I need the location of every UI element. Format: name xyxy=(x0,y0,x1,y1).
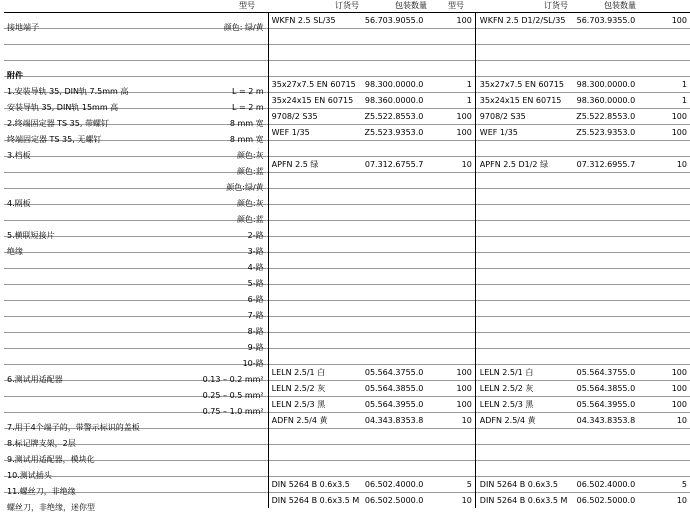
order-cell xyxy=(345,141,427,157)
model-cell-2 xyxy=(475,205,557,221)
model-cell-2 xyxy=(475,333,557,349)
model-cell-2 xyxy=(475,141,557,157)
order-cell-2: Z5.522.8553.0 xyxy=(558,109,639,125)
row-label-cell xyxy=(4,381,268,400)
model-cell-2: LELN 2.5/1 白 xyxy=(475,365,557,381)
table-row xyxy=(4,317,690,333)
order-cell-2: 06.502.5000.0 xyxy=(558,493,639,509)
accessories-table xyxy=(4,12,690,512)
order-cell xyxy=(345,29,427,45)
model-cell-2 xyxy=(475,173,557,189)
model-cell xyxy=(268,45,345,61)
row-label-cell xyxy=(4,349,268,368)
model-cell-2: DIN 5264 B 0.6x3.5 M xyxy=(475,493,557,509)
pack-cell-2 xyxy=(638,237,690,253)
row-label-cell xyxy=(4,221,268,240)
model-cell xyxy=(268,237,345,253)
row-spec: 10-路 xyxy=(242,358,264,368)
pack-cell: 100 xyxy=(426,13,475,29)
row-label-cell xyxy=(4,301,268,320)
order-cell-2 xyxy=(558,173,639,189)
order-cell xyxy=(345,333,427,349)
pack-cell-2: 1 xyxy=(638,77,690,93)
order-cell xyxy=(345,461,427,477)
pack-cell-2: 100 xyxy=(638,397,690,413)
model-cell: DIN 5264 B 0.6x3.5 xyxy=(268,477,345,493)
pack-cell-2 xyxy=(638,173,690,189)
pack-cell xyxy=(426,317,475,333)
table-row xyxy=(4,77,690,93)
order-cell-2: 05.564.3755.0 xyxy=(558,365,639,381)
model-cell xyxy=(268,221,345,237)
table-row xyxy=(4,349,690,365)
model-cell xyxy=(268,317,345,333)
order-cell-2: 98.300.0000.0 xyxy=(558,77,639,93)
row-spec: 颜色:灰 xyxy=(236,150,264,160)
row-spec: 颜色:绿/黄 xyxy=(226,182,264,192)
order-cell xyxy=(345,269,427,285)
model-cell xyxy=(268,173,345,189)
pack-cell xyxy=(426,173,475,189)
pack-cell: 100 xyxy=(426,381,475,397)
model-cell-2 xyxy=(475,253,557,269)
pack-cell: 100 xyxy=(426,125,475,141)
pack-cell xyxy=(426,301,475,317)
pack-cell xyxy=(426,333,475,349)
order-cell xyxy=(345,221,427,237)
table-row xyxy=(4,109,690,125)
pack-cell-2: 10 xyxy=(638,493,690,509)
order-cell: 06.502.5000.0 xyxy=(345,493,427,509)
model-cell: 35x27x7.5 EN 60715 xyxy=(268,77,345,93)
model-cell-2 xyxy=(475,317,557,333)
model-cell xyxy=(268,205,345,221)
pack-cell-2 xyxy=(638,45,690,61)
row-label-cell xyxy=(4,189,268,208)
model-cell-2: APFN 2.5 D1/2 绿 xyxy=(475,157,557,173)
model-cell-2 xyxy=(475,349,557,365)
order-cell: 05.564.3755.0 xyxy=(345,365,427,381)
order-cell-2: 06.502.4000.0 xyxy=(558,477,639,493)
model-cell-2 xyxy=(475,189,557,205)
row-label: 终端固定器 TS 35, 无螺钉 xyxy=(7,134,102,144)
order-cell: 98.360.0000.0 xyxy=(345,93,427,109)
pack-cell xyxy=(426,61,475,77)
pack-cell: 100 xyxy=(426,365,475,381)
pack-cell-2 xyxy=(638,461,690,477)
model-cell-2 xyxy=(475,45,557,61)
pack-cell-2: 100 xyxy=(638,381,690,397)
header-model: 型号 xyxy=(239,1,255,10)
table-row xyxy=(4,61,690,77)
order-cell-2 xyxy=(558,253,639,269)
pack-cell: 100 xyxy=(426,397,475,413)
pack-cell xyxy=(426,285,475,301)
row-label: 3.档板 xyxy=(7,150,31,160)
order-cell-2 xyxy=(558,429,639,445)
order-cell-2 xyxy=(558,333,639,349)
pack-cell-2 xyxy=(638,29,690,45)
order-cell-2 xyxy=(558,237,639,253)
row-label: 2.终端固定器 TS 35, 带螺钉 xyxy=(7,118,109,128)
pack-cell: 10 xyxy=(426,157,475,173)
table-row xyxy=(4,285,690,301)
table-row xyxy=(4,381,690,397)
row-spec: 9-路 xyxy=(247,342,264,352)
row-label: 4.隔板 xyxy=(7,198,31,208)
order-cell-2 xyxy=(558,445,639,461)
order-cell xyxy=(345,173,427,189)
row-spec: 8 mm 宽 xyxy=(229,118,264,128)
header-order-2: 订货号 xyxy=(544,1,568,10)
table-row xyxy=(4,29,690,45)
table-row xyxy=(4,397,690,413)
row-spec: 8 mm 宽 xyxy=(229,134,264,144)
model-cell: 35x24x15 EN 60715 xyxy=(268,93,345,109)
order-cell xyxy=(345,253,427,269)
order-cell-2 xyxy=(558,269,639,285)
table-row xyxy=(4,205,690,221)
row-label-cell xyxy=(4,77,268,96)
row-label: 7.用于4个端子的，带警示标识的盖板 xyxy=(7,422,140,432)
row-label-cell xyxy=(4,413,268,432)
pack-cell-2 xyxy=(638,333,690,349)
model-cell xyxy=(268,301,345,317)
model-cell-2: ADFN 2.5/4 黄 xyxy=(475,413,557,429)
order-cell: 07.312.6755.7 xyxy=(345,157,427,173)
model-cell xyxy=(268,61,345,77)
row-label-cell xyxy=(4,461,268,480)
pack-cell-2 xyxy=(638,429,690,445)
model-cell xyxy=(268,333,345,349)
row-label: 6.测试用适配器 xyxy=(7,374,63,384)
pack-cell-2 xyxy=(638,189,690,205)
model-cell-2: DIN 5264 B 0.6x3.5 xyxy=(475,477,557,493)
row-label-cell xyxy=(4,477,268,496)
row-spec: 3-路 xyxy=(247,246,264,256)
pack-cell-2: 5 xyxy=(638,477,690,493)
pack-cell xyxy=(426,445,475,461)
pack-cell xyxy=(426,221,475,237)
order-cell-2 xyxy=(558,45,639,61)
pack-cell xyxy=(426,45,475,61)
pack-cell-2: 10 xyxy=(638,157,690,173)
row-spec: 2-路 xyxy=(247,230,264,240)
row-label-cell xyxy=(4,397,268,416)
row-label-cell xyxy=(4,285,268,304)
order-cell xyxy=(345,45,427,61)
row-label-cell xyxy=(4,317,268,336)
row-label-cell xyxy=(4,125,268,144)
header-order: 订货号 xyxy=(335,1,359,10)
pack-cell-2: 100 xyxy=(638,109,690,125)
row-spec: 颜色:灰 xyxy=(236,198,264,208)
pack-cell-2 xyxy=(638,317,690,333)
pack-cell-2 xyxy=(638,269,690,285)
row-spec: 6-路 xyxy=(247,294,264,304)
pack-cell-2 xyxy=(638,205,690,221)
model-cell xyxy=(268,29,345,45)
row-label-cell xyxy=(4,93,268,112)
pack-cell-2 xyxy=(638,445,690,461)
order-cell-2: 98.360.0000.0 xyxy=(558,93,639,109)
order-cell: 05.564.3855.0 xyxy=(345,381,427,397)
pack-cell-2: 10 xyxy=(638,413,690,429)
model-cell xyxy=(268,349,345,365)
pack-cell: 1 xyxy=(426,77,475,93)
row-spec: 颜色: 绿/黄 xyxy=(223,22,264,32)
row-spec: L = 2 m xyxy=(231,102,264,112)
pack-cell xyxy=(426,269,475,285)
pack-cell xyxy=(426,141,475,157)
order-cell: 05.564.3955.0 xyxy=(345,397,427,413)
model-cell-2: 35x27x7.5 EN 60715 xyxy=(475,77,557,93)
row-label-cell xyxy=(4,333,268,352)
row-spec: 5-路 xyxy=(247,278,264,288)
model-cell-2 xyxy=(475,269,557,285)
row-spec: L = 2 m xyxy=(231,86,264,96)
pack-cell: 100 xyxy=(426,109,475,125)
pack-cell xyxy=(426,253,475,269)
pack-cell xyxy=(426,349,475,365)
pack-cell xyxy=(426,189,475,205)
model-cell: APFN 2.5 绿 xyxy=(268,157,345,173)
table-row xyxy=(4,13,690,29)
row-label: 8.标记牌支架，2层 xyxy=(7,438,76,448)
model-cell: WKFN 2.5 SL/35 xyxy=(268,13,345,29)
model-cell xyxy=(268,253,345,269)
pack-cell-2: 100 xyxy=(638,365,690,381)
model-cell-2 xyxy=(475,301,557,317)
order-cell-2 xyxy=(558,205,639,221)
model-cell-2: 9708/2 S35 xyxy=(475,109,557,125)
table-row xyxy=(4,477,690,493)
table-row xyxy=(4,269,690,285)
header-model-2: 型号 xyxy=(448,1,464,10)
pack-cell: 1 xyxy=(426,93,475,109)
order-cell: Z5.523.9353.0 xyxy=(345,125,427,141)
column-header xyxy=(0,0,690,12)
model-cell: 9708/2 S35 xyxy=(268,109,345,125)
row-label-cell xyxy=(4,29,268,45)
table-row xyxy=(4,493,690,509)
table-row xyxy=(4,445,690,461)
row-label-cell xyxy=(4,269,268,288)
row-label-cell xyxy=(4,173,268,192)
row-label-cell xyxy=(4,141,268,160)
model-cell-2 xyxy=(475,221,557,237)
model-cell: LELN 2.5/1 白 xyxy=(268,365,345,381)
table-row xyxy=(4,413,690,429)
order-cell-2: 04.343.8353.8 xyxy=(558,413,639,429)
model-cell-2 xyxy=(475,285,557,301)
order-cell xyxy=(345,429,427,445)
row-spec: 8-路 xyxy=(247,326,264,336)
pack-cell-2 xyxy=(638,301,690,317)
model-cell xyxy=(268,141,345,157)
row-label-cell xyxy=(4,365,268,384)
row-label: 接地端子 xyxy=(7,22,39,32)
pack-cell xyxy=(426,237,475,253)
table-row xyxy=(4,461,690,477)
table-row xyxy=(4,429,690,445)
row-label-cell xyxy=(4,205,268,224)
pack-cell-2: 1 xyxy=(638,93,690,109)
model-cell-2 xyxy=(475,445,557,461)
model-cell-2: LELN 2.5/2 灰 xyxy=(475,381,557,397)
order-cell xyxy=(345,317,427,333)
model-cell-2: LELN 2.5/3 黑 xyxy=(475,397,557,413)
model-cell xyxy=(268,461,345,477)
pack-cell-2 xyxy=(638,141,690,157)
model-cell xyxy=(268,189,345,205)
order-cell-2 xyxy=(558,141,639,157)
model-cell-2: WEF 1/35 xyxy=(475,125,557,141)
row-spec: 7-路 xyxy=(247,310,264,320)
table-row xyxy=(4,333,690,349)
model-cell-2 xyxy=(475,237,557,253)
pack-cell xyxy=(426,461,475,477)
table-row xyxy=(4,301,690,317)
pack-cell-2: 100 xyxy=(638,13,690,29)
row-spec: 颜色:蓝 xyxy=(236,166,264,176)
table-row xyxy=(4,173,690,189)
order-cell: 98.300.0000.0 xyxy=(345,77,427,93)
row-label-cell xyxy=(4,13,268,32)
model-cell xyxy=(268,269,345,285)
row-label: 绝缘 xyxy=(7,246,23,256)
pack-cell-2 xyxy=(638,253,690,269)
pack-cell-2 xyxy=(638,349,690,365)
order-cell-2 xyxy=(558,301,639,317)
row-label-cell xyxy=(4,445,268,464)
order-cell: 06.502.4000.0 xyxy=(345,477,427,493)
row-label-cell xyxy=(4,237,268,256)
header-pack: 包装数量 xyxy=(395,1,427,10)
order-cell-2 xyxy=(558,61,639,77)
order-cell-2: 07.312.6955.7 xyxy=(558,157,639,173)
row-label: 10.测试插头 xyxy=(7,470,52,480)
order-cell-2: 56.703.9355.0 xyxy=(558,13,639,29)
order-cell xyxy=(345,349,427,365)
pack-cell-2 xyxy=(638,285,690,301)
model-cell xyxy=(268,285,345,301)
row-spec: 0.13 – 0.2 mm² xyxy=(202,374,264,384)
order-cell xyxy=(345,301,427,317)
model-cell-2: 35x24x15 EN 60715 xyxy=(475,93,557,109)
table-row xyxy=(4,221,690,237)
table-row xyxy=(4,365,690,381)
order-cell: Z5.522.8553.0 xyxy=(345,109,427,125)
row-label: 9.测试用适配器，模块化 xyxy=(7,454,95,464)
order-cell-2: 05.564.3955.0 xyxy=(558,397,639,413)
row-label: 附件 xyxy=(7,70,23,80)
order-cell xyxy=(345,285,427,301)
row-label: 1.安装导轨 35, DIN轨 7.5mm 高 xyxy=(7,86,129,96)
model-cell-2 xyxy=(475,461,557,477)
model-cell-2 xyxy=(475,29,557,45)
pack-cell-2: 100 xyxy=(638,125,690,141)
table-row xyxy=(4,189,690,205)
header-pack-2: 包装数量 xyxy=(604,1,636,10)
pack-cell-2 xyxy=(638,221,690,237)
order-cell-2 xyxy=(558,461,639,477)
table-row xyxy=(4,253,690,269)
pack-cell xyxy=(426,429,475,445)
pack-cell: 5 xyxy=(426,477,475,493)
table-row xyxy=(4,237,690,253)
table-row xyxy=(4,93,690,109)
pack-cell: 10 xyxy=(426,493,475,509)
table-row xyxy=(4,157,690,173)
model-cell-2 xyxy=(475,429,557,445)
row-label-cell xyxy=(4,61,268,80)
order-cell-2 xyxy=(558,189,639,205)
order-cell-2 xyxy=(558,285,639,301)
pack-cell-2 xyxy=(638,61,690,77)
order-cell-2 xyxy=(558,317,639,333)
table-row xyxy=(4,141,690,157)
row-label-cell xyxy=(4,45,268,61)
order-cell: 04.343.8353.8 xyxy=(345,413,427,429)
model-cell: DIN 5264 B 0.6x3.5 M xyxy=(268,493,345,509)
order-cell-2 xyxy=(558,349,639,365)
pack-cell: 10 xyxy=(426,413,475,429)
order-cell-2: Z5.523.9353.0 xyxy=(558,125,639,141)
model-cell-2 xyxy=(475,61,557,77)
order-cell-2 xyxy=(558,29,639,45)
row-label: 5.横联短接片 xyxy=(7,230,55,240)
order-cell-2 xyxy=(558,221,639,237)
model-cell xyxy=(268,429,345,445)
row-label-cell xyxy=(4,493,268,512)
row-label-cell xyxy=(4,157,268,176)
model-cell: LELN 2.5/2 灰 xyxy=(268,381,345,397)
order-cell xyxy=(345,189,427,205)
pack-cell xyxy=(426,29,475,45)
order-cell-2: 05.564.3855.0 xyxy=(558,381,639,397)
order-cell: 56.703.9055.0 xyxy=(345,13,427,29)
order-cell xyxy=(345,445,427,461)
row-spec: 4-路 xyxy=(247,262,264,272)
row-spec: 0.75 – 1.0 mm² xyxy=(202,406,264,416)
model-cell-2: WKFN 2.5 D1/2/SL/35 xyxy=(475,13,557,29)
table-row xyxy=(4,125,690,141)
row-label: 螺丝刀，非绝缘，迷你型 xyxy=(7,502,95,512)
order-cell xyxy=(345,205,427,221)
table-row xyxy=(4,45,690,61)
pack-cell xyxy=(426,205,475,221)
row-label-cell xyxy=(4,253,268,272)
row-label: 安装导轨 35, DIN轨 15mm 高 xyxy=(7,102,119,112)
row-label-cell xyxy=(4,429,268,448)
row-label-cell xyxy=(4,109,268,128)
order-cell xyxy=(345,61,427,77)
row-label: 11.螺丝刀，非绝缘 xyxy=(7,486,76,496)
row-spec: 颜色:蓝 xyxy=(236,214,264,224)
model-cell: WEF 1/35 xyxy=(268,125,345,141)
model-cell: ADFN 2.5/4 黄 xyxy=(268,413,345,429)
model-cell: LELN 2.5/3 黑 xyxy=(268,397,345,413)
order-cell xyxy=(345,237,427,253)
row-spec: 0.25 – 0.5 mm² xyxy=(202,390,264,400)
model-cell xyxy=(268,445,345,461)
